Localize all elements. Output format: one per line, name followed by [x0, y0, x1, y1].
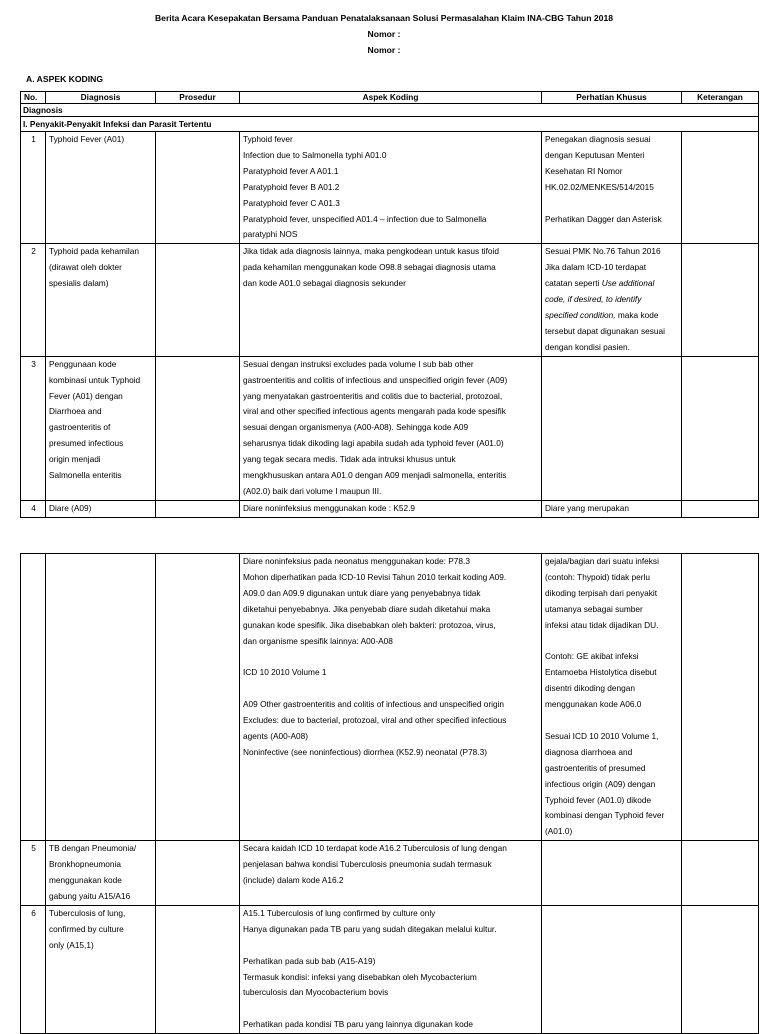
row-perhatian [542, 905, 682, 1033]
nomor-line-2: Nomor : [367, 45, 401, 55]
row-prosedur [156, 132, 240, 244]
coding-table-page-2 [20, 553, 759, 1034]
document-title: Berita Acara Kesepakatan Bersama Panduan Penatalaksanaan Solusi Permasalahan Klaim INA-CBG Tahun 2018 [154, 13, 614, 23]
row-perhatian: gejala/bagian dari suatu infeksi (contoh: Thypoid) tidak perlu dikoding terpisah dari penyakit utamanya sebagai sumber infeksi atau tidak dijadikan DU. Contoh: GE akibat infeksi Entamoeba Histolytica disebut disentri dikoding dengan menggunakan kode A06.0 Sesuai ICD 10 2010 Volume 1, diagnosa diarrhoea and gastroenteritis of presumed infectious origin (A09) dengan Typhoid fever (A01.0) dikode kombinasi dengan Typhoid fever (A01.0) [542, 554, 682, 841]
row-keterangan [682, 554, 759, 841]
row-prosedur [156, 244, 240, 356]
row-keterangan [682, 132, 759, 244]
row-keterangan [682, 500, 759, 517]
row-prosedur [156, 905, 240, 1033]
row-aspek: Diare noninfeksius pada neonatus menggunakan kode: P78.3 Mohon diperhatikan pada ICD-10 Revisi Tahun 2010 terkait koding A09. A09.0 dan A09.9 digunakan untuk diare yang penyebabnya tidak diketahui penyebabnya. Jika penyebab diare sudah diketahui maka gunakan kode spesifik. Jika disebabkan oleh bakteri: protozoa, virus, dan organisme spesifik lainnya: A00-A08 ICD 10 2010 Volume 1 A09 Other gastroenteritis and colitis of infectious and unspecified origin Excludes: due to bacterial, protozoal, viral and other specified infectious agents (A00-A08) Noninfective (see noninfectious) diorrhea (K52.9) neonatal (P78.3) [240, 554, 542, 841]
row-aspek: Sesuai dengan instruksi excludes pada volume I sub bab other gastroenteritis and colitis of infectious and unspecified origin fever (A09) yang menyatakan gastroenteritis and colitis due to bacterial, protozoal, viral and other specified infectious agents mengarah pada kode spesifik sesuai dengan organismenya (A00-A08). Sehingga kode A09 seharusnya tidak dikoding lagi apabila sudah ada typhoid fever (A01.0) yang tegak secara medis. Tidak ada intruksi khusus untuk mengkhususkan antara A01.0 dengan A09 menjadi salmonella, enteritis (A02.0) baik dari volume I maupun III. [240, 356, 542, 500]
row-diagnosis: Typhoid pada kehamilan (dirawat oleh dokter spesialis dalam) [46, 244, 156, 356]
row-perhatian [542, 356, 682, 500]
row-diagnosis: TB dengan Pneumonia/ Bronkhopneumonia menggunakan kode gabung yaitu A15/A16 [46, 841, 156, 906]
col-perhatian-header: Perhatian Khusus [542, 92, 682, 104]
row-diagnosis: Typhoid Fever (A01) [46, 132, 156, 244]
row-perhatian: Sesuai PMK No.76 Tahun 2016 Jika dalam ICD-10 terdapat catatan seperti Use additional code, if desired, to identify specified condition, maka kode tersebut dapat digunakan sesuai dengan kondisi pasien. [542, 244, 682, 356]
row-perhatian: Diare yang merupakan [542, 500, 682, 517]
table-header-row [21, 92, 759, 104]
coding-table-page-1 [20, 91, 759, 518]
table-row [21, 841, 759, 906]
row-keterangan [682, 841, 759, 906]
row-no: 3 [21, 356, 46, 500]
group-row-diagnosis [21, 104, 759, 117]
row-perhatian: Penegakan diagnosis sesuai dengan Keputusan Menteri Kesehatan RI Nomor HK.02.02/MENKES/514/2015 Perhatikan Dagger dan Asterisk [542, 132, 682, 244]
row-diagnosis [46, 554, 156, 841]
group-row-infeksi [21, 117, 759, 132]
table-row [21, 905, 759, 1033]
section-heading: A. ASPEK KODING [26, 74, 104, 84]
row-no: 2 [21, 244, 46, 356]
row-aspek: Typhoid fever Infection due to Salmonella typhi A01.0 Paratyphoid fever A A01.1 Paratyphoid fever B A01.2 Paratyphoid fever C A01.3 Paratyphoid fever, unspecified A01.4 – infection due to Salmonella paratyphi NOS [240, 132, 542, 244]
row-perhatian [542, 841, 682, 906]
col-aspek-header: Aspek Koding [240, 92, 542, 104]
row-aspek: Secara kaidah ICD 10 terdapat kode A16.2 Tuberculosis of lung dengan penjelasan bahwa kondisi Tuberculosis pneumonia sudah termasuk (include) dalam kode A16.2 [240, 841, 542, 906]
table-row [21, 132, 759, 244]
row-prosedur [156, 356, 240, 500]
nomor-line-1: Nomor : [367, 29, 401, 39]
row-no: 5 [21, 841, 46, 906]
row-diagnosis: Diare (A09) [46, 500, 156, 517]
row-no: 6 [21, 905, 46, 1033]
row-prosedur [156, 554, 240, 841]
row-diagnosis: Penggunaan kode kombinasi untuk Typhoid Fever (A01) dengan Diarrhoea and gastroenteritis of presumed infectious origin menjadi Salmonella enteritis [46, 356, 156, 500]
row-no: 4 [21, 500, 46, 517]
col-prosedur-header: Prosedur [156, 92, 240, 104]
group-diagnosis-label: Diagnosis [21, 104, 759, 117]
group-infeksi-label: I. Penyakit-Penyakit Infeksi dan Parasit Tertentu [21, 117, 759, 132]
row-keterangan [682, 356, 759, 500]
table-row [21, 244, 759, 356]
row-aspek: Jika tidak ada diagnosis lainnya, maka pengkodean untuk kasus tifoid pada kehamilan menggunakan kode O98.8 sebagai diagnosis utama dan kode A01.0 sebagai diagnosis sekunder [240, 244, 542, 356]
row-keterangan [682, 905, 759, 1033]
row-no [21, 554, 46, 841]
table-row-continuation [21, 554, 759, 841]
col-diagnosis-header: Diagnosis [46, 92, 156, 104]
row-keterangan [682, 244, 759, 356]
table-row [21, 356, 759, 500]
row-aspek: Diare noninfeksius menggunakan kode : K52.9 [240, 500, 542, 517]
row-aspek: A15.1 Tuberculosis of lung confirmed by culture only Hanya digunakan pada TB paru yang sudah ditegakan melalui kultur. Perhatikan pada sub bab (A15-A19) Termasuk kondisi: infeksi yang disebabkan oleh Mycobacterium tuberculosis dan Myocobacterium bovis Perhatikan pada kondisi TB paru yang lainnya digunakan kode [240, 905, 542, 1033]
row-prosedur [156, 841, 240, 906]
row-no: 1 [21, 132, 46, 244]
table-row [21, 500, 759, 517]
col-keterangan-header: Keterangan [682, 92, 759, 104]
col-no-header: No. [21, 92, 46, 104]
row-diagnosis: Tuberculosis of lung, confirmed by culture only (A15,1) [46, 905, 156, 1033]
row-prosedur [156, 500, 240, 517]
